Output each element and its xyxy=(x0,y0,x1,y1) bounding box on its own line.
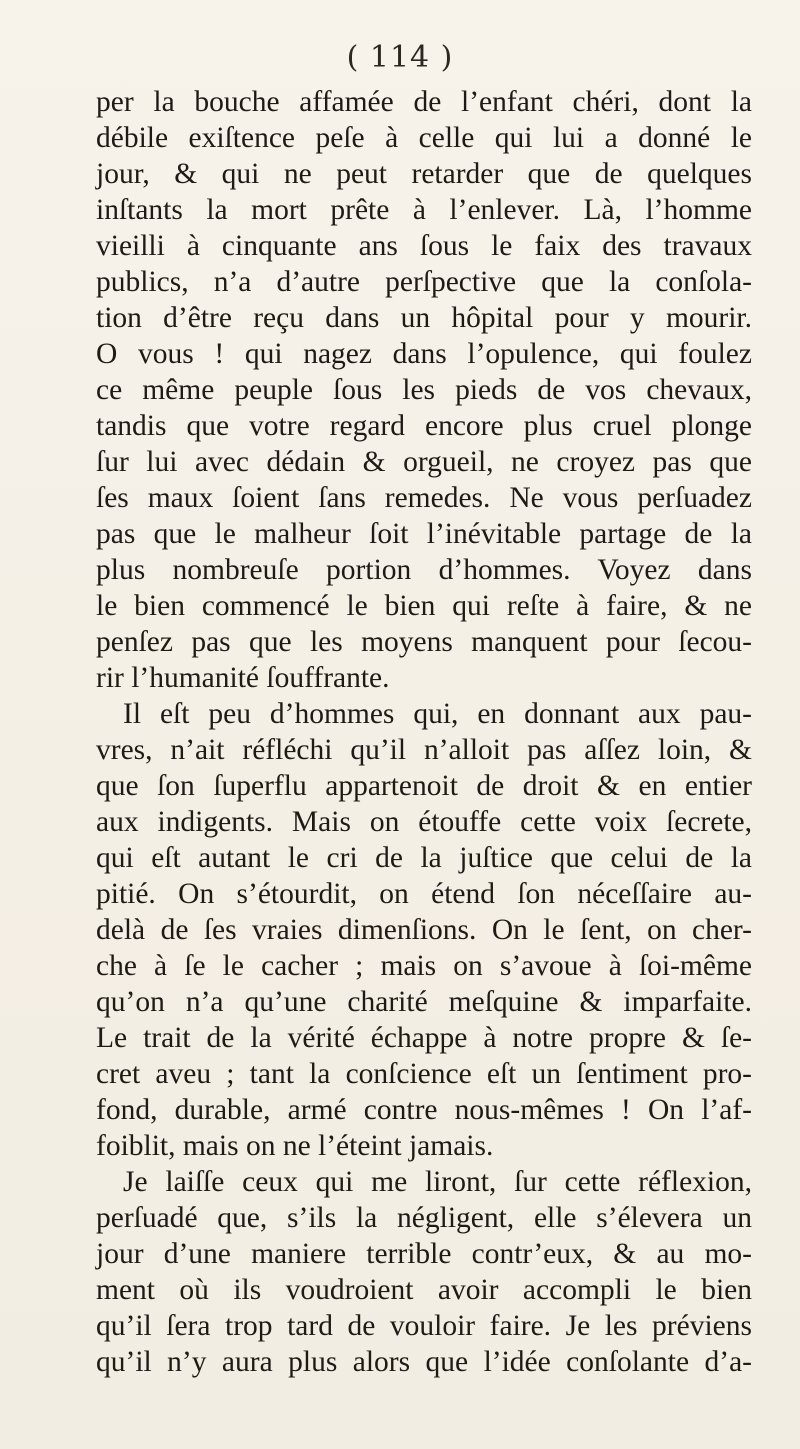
text-line: vres, n’ait réfléchi qu’il n’alloit pas aſſez loin, & xyxy=(96,734,752,766)
text-line: débile exiſtence peſe à celle qui lui a donné le xyxy=(96,122,752,154)
text-line: Je laiſſe ceux qui me liront, ſur cette réflexion, xyxy=(123,1166,752,1198)
text-line: vieilli à cinquante ans ſous le faix des travaux xyxy=(96,230,752,262)
text-line: ce même peuple ſous les pieds de vos chevaux, xyxy=(96,374,752,406)
text-line: le bien commencé le bien qui reſte à faire, & ne xyxy=(96,590,752,622)
text-line: jour, & qui ne peut retarder que de quelques xyxy=(96,158,752,190)
text-line: ment où ils voudroient avoir accompli le bien xyxy=(96,1274,752,1306)
text-line: pas que le malheur ſoit l’inévitable partage de la xyxy=(96,518,752,550)
text-line: jour d’une maniere terrible contr’eux, & au mo- xyxy=(96,1238,752,1270)
text-line: tandis que votre regard encore plus cruel plonge xyxy=(96,410,752,442)
text-line: qui eſt autant le cri de la juſtice que celui de la xyxy=(96,842,752,874)
text-line: fond, durable, armé contre nous-mêmes ! On l’af- xyxy=(96,1094,752,1126)
text-line: che à ſe le cacher ; mais on s’avoue à ſoi-même xyxy=(96,950,752,982)
text-line: publics, n’a d’autre perſpective que la conſola- xyxy=(96,266,752,298)
text-line: qu’il n’y aura plus alors que l’idée conſolante d’a- xyxy=(96,1346,752,1378)
text-line: penſez pas que les moyens manquent pour ſecou- xyxy=(96,626,752,658)
text-line: que ſon ſuperflu appartenoit de droit & en entier xyxy=(96,770,752,802)
text-line: ſur lui avec dédain & orgueil, ne croyez pas que xyxy=(96,446,752,478)
text-line: perſuadé que, s’ils la négligent, elle s’élevera un xyxy=(96,1202,752,1234)
text-line: qu’on n’a qu’une charité meſquine & imparfaite. xyxy=(96,986,752,1018)
text-line: Le trait de la vérité échappe à notre propre & ſe- xyxy=(96,1022,752,1054)
body-text xyxy=(96,84,752,1380)
text-line: cret aveu ; tant la conſcience eſt un ſentiment pro- xyxy=(96,1058,752,1090)
text-line: delà de ſes vraies dimenſions. On le ſent, on cher- xyxy=(96,914,752,946)
text-line: rir l’humanité ſouffrante. xyxy=(96,662,390,694)
text-line: plus nombreuſe portion d’hommes. Voyez dans xyxy=(96,554,752,586)
text-line: foiblit, mais on ne l’éteint jamais. xyxy=(96,1130,494,1162)
text-line: O vous ! qui nagez dans l’opulence, qui foulez xyxy=(96,338,752,370)
text-line: per la bouche affamée de l’enfant chéri, dont la xyxy=(96,86,752,118)
page-number: ( 114 ) xyxy=(346,40,454,75)
text-line: qu’il ſera trop tard de vouloir faire. Je les préviens xyxy=(96,1310,752,1342)
text-line: tion d’être reçu dans un hôpital pour y mourir. xyxy=(96,302,752,334)
text-line: Il eſt peu d’hommes qui, en donnant aux pau- xyxy=(123,698,752,730)
text-line: inſtants la mort prête à l’enlever. Là, l’homme xyxy=(96,194,752,226)
text-line: aux indigents. Mais on étouffe cette voix ſecrete, xyxy=(96,806,752,838)
text-line: ſes maux ſoient ſans remedes. Ne vous perſuadez xyxy=(96,482,752,514)
text-line: pitié. On s’étourdit, on étend ſon néceſſaire au- xyxy=(96,878,752,910)
